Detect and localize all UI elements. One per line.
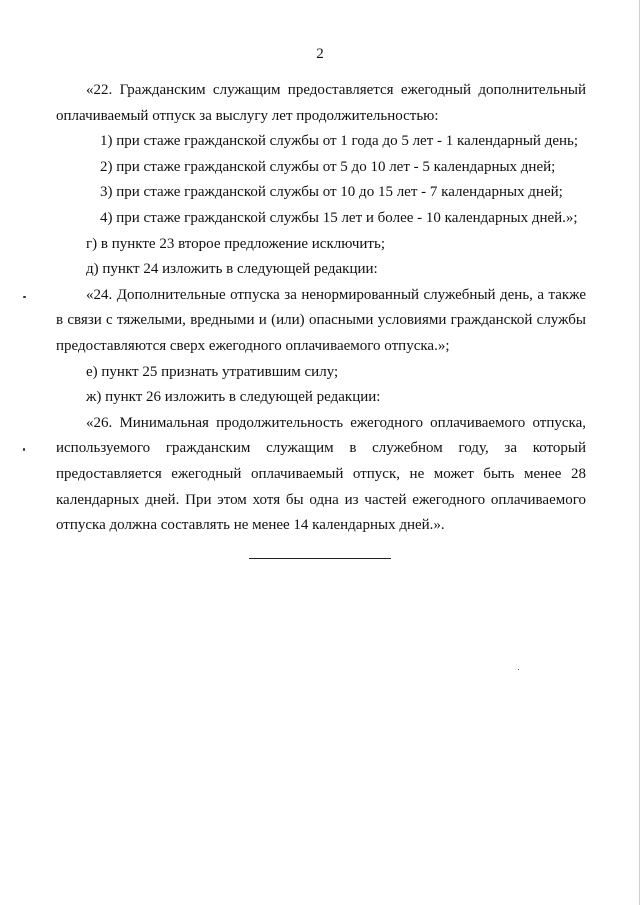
document-body [56, 78, 586, 539]
scan-mark [23, 296, 26, 298]
scan-mark [23, 448, 25, 451]
paragraph-26-line-2: используемого гражданским служащим в служебном году, за который [56, 440, 586, 457]
scan-mark [518, 669, 519, 670]
paragraph-22-line-2: оплачиваемый отпуск за выслугу лет продолжительностью: [56, 107, 439, 124]
page-number: 2 [316, 46, 324, 62]
paragraph-24-line-3: предоставляются сверх ежегодного оплачиваемого отпуска.»; [56, 337, 450, 354]
amendment-e: е) пункт 25 признать утратившим силу; [86, 363, 339, 380]
list-item: 3) при стаже гражданской службы от 10 до 15 лет - 7 календарных дней; [100, 184, 563, 201]
list-item: 4) при стаже гражданской службы 15 лет и более - 10 календарных дней.»; [100, 209, 578, 226]
paragraph-26-line-5: отпуска должна составлять не менее 14 календарных дней.». [56, 517, 445, 534]
amendment-d: д) пункт 24 изложить в следующей редакции: [86, 261, 378, 278]
paragraph-24-line-1: «24. Дополнительные отпуска за ненормированный служебный день, а также [86, 286, 586, 303]
list-item: 2) при стаже гражданской службы от 5 до 10 лет - 5 календарных дней; [100, 158, 556, 175]
list-item: 1) при стаже гражданской службы от 1 года до 5 лет - 1 календарный день; [100, 133, 579, 150]
amendment-g: г) в пункте 23 второе предложение исключить; [86, 235, 385, 252]
paragraph-26-line-3: предоставляется ежегодный оплачиваемый отпуск, не может быть менее 28 [56, 465, 586, 482]
paragraph-26-line-1: «26. Минимальная продолжительность ежегодного оплачиваемого отпуска, [86, 414, 586, 431]
paragraph-22-line-1: «22. Гражданским служащим предоставляется ежегодный дополнительный [86, 82, 586, 98]
paragraph-26-line-4: календарных дней. При этом хотя бы одна из частей ежегодного оплачиваемого [56, 491, 586, 508]
paragraph-24-line-2: в связи с тяжелыми, вредными и (или) опасными условиями гражданской службы [56, 312, 586, 329]
end-rule [249, 558, 391, 559]
amendment-zh: ж) пункт 26 изложить в следующей редакции: [86, 389, 381, 406]
